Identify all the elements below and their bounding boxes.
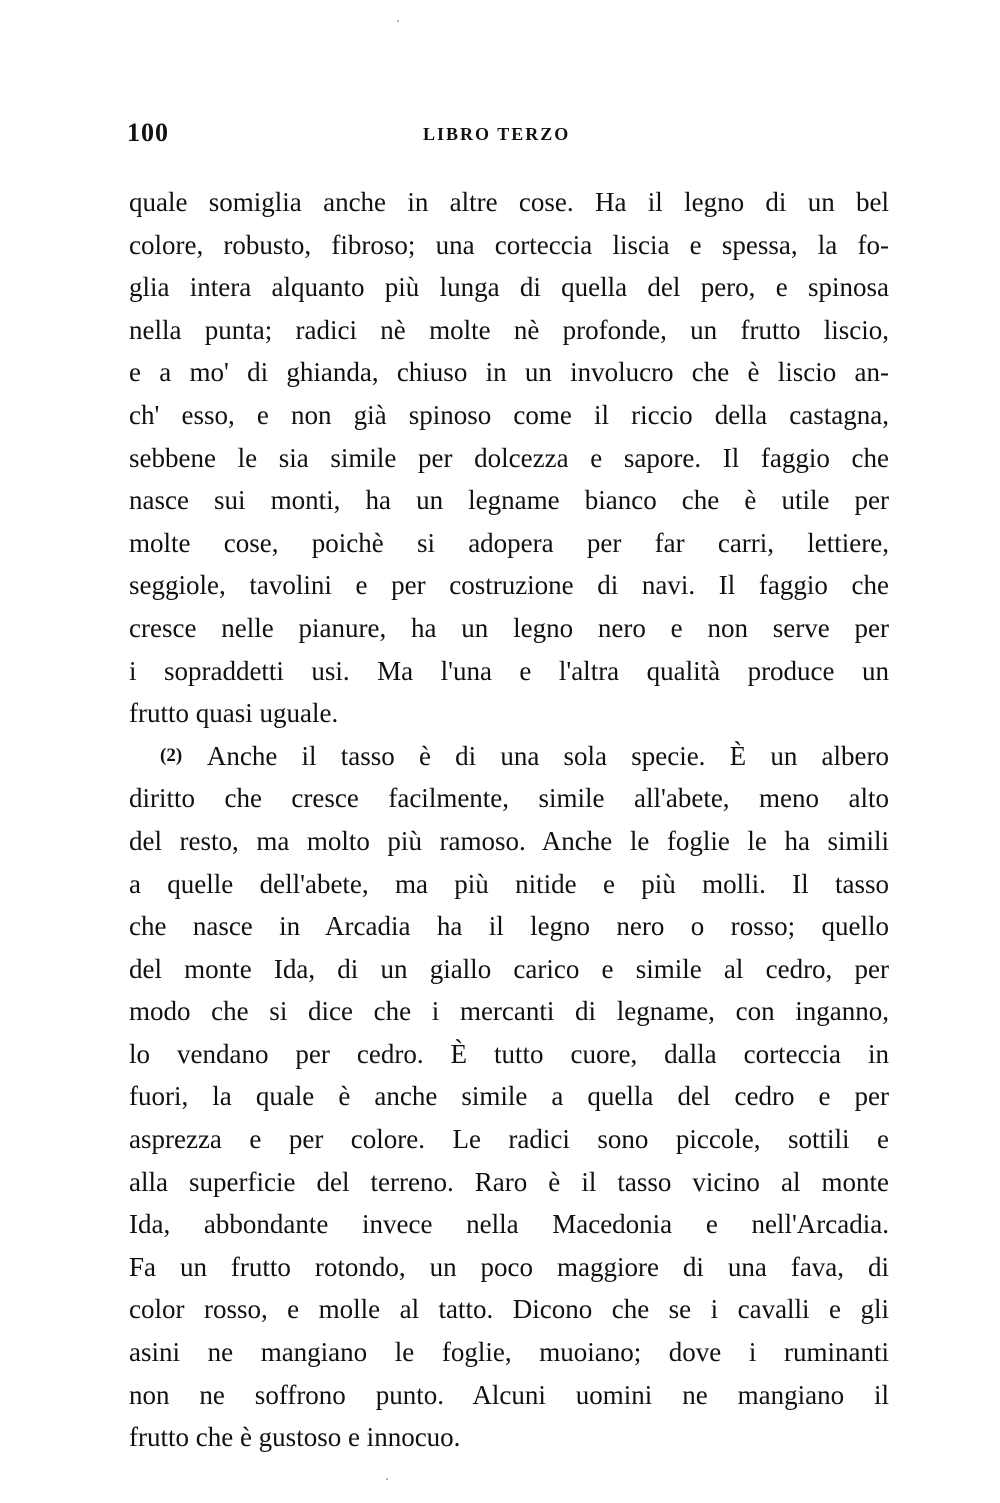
text-line: del monte Ida, di un giallo carico e simile al cedro, per (129, 953, 889, 984)
page-number: 100 (127, 118, 169, 147)
text-line: nella punta; radici nè molte nè profonde, un frutto liscio, (129, 314, 889, 345)
text-line: del resto, ma molto più ramoso. Anche le foglie le ha simili (129, 825, 889, 856)
page-speck (386, 1478, 388, 1480)
text-line: Ida, abbondante invece nella Macedonia e nell'Arcadia. (129, 1209, 889, 1240)
text-line: i sopraddetti usi. Ma l'una e l'altra qualità produce un (129, 655, 889, 686)
text-line: alla superficie del terreno. Raro è il tasso vicino al monte (129, 1166, 889, 1197)
running-title: LIBRO TERZO (423, 124, 571, 144)
text-line: diritto che cresce facilmente, simile all'abete, meno alto (129, 783, 889, 814)
text-line: frutto quasi uguale. (129, 698, 339, 729)
text-line: Fa un frutto rotondo, un poco maggiore di una fava, di (129, 1251, 889, 1282)
text-line: cresce nelle pianure, ha un legno nero e non serve per (129, 612, 889, 643)
text-line: asini ne mangiano le foglie, muoiano; dove i ruminanti (129, 1337, 889, 1368)
text-line: sebbene le sia simile per dolcezza e sapore. Il faggio che (129, 442, 889, 473)
text-line: frutto che è gustoso e innocuo. (129, 1422, 461, 1453)
page-header (127, 118, 887, 154)
text-line: fuori, la quale è anche simile a quella del cedro e per (129, 1081, 889, 1112)
text-line: quale somiglia anche in altre cose. Ha il legno di un bel (129, 187, 889, 217)
text-line: modo che si dice che i mercanti di legname, con inganno, (129, 996, 889, 1027)
text-line: non ne soffrono punto. Alcuni uomini ne mangiano il (129, 1379, 889, 1410)
text-line: lo vendano per cedro. È tutto cuore, dalla corteccia in (129, 1038, 889, 1069)
page-speck (397, 20, 399, 22)
text-line: nasce sui monti, ha un legname bianco che è utile per (129, 485, 889, 516)
paragraph-yew (129, 735, 889, 1459)
body-text (129, 181, 889, 1459)
text-line: e a mo' di ghianda, chiuso in un involucro che è liscio an- (129, 357, 889, 388)
text-line: seggiole, tavolini e per costruzione di navi. Il faggio che (129, 570, 889, 601)
text-line: colore, robusto, fibroso; una corteccia liscia e spessa, la fo- (129, 229, 889, 260)
text-line-content: Anche il tasso è di una sola specie. È un albero (206, 740, 889, 771)
text-line: ch' esso, e non già spinoso come il riccio della castagna, (129, 399, 889, 430)
text-line: asprezza e per colore. Le radici sono piccole, sottili e (129, 1124, 889, 1155)
text-line: color rosso, e molle al tatto. Dicono che se i cavalli e gli (129, 1294, 889, 1325)
text-line: glia intera alquanto più lunga di quella del pero, e spinosa (129, 272, 889, 303)
paragraph-beech (129, 181, 889, 735)
text-line: molte cose, poichè si adopera per far carri, lettiere, (129, 527, 889, 558)
text-line: che nasce in Arcadia ha il legno nero o rosso; quello (129, 911, 889, 942)
note-marker: (2) (160, 744, 183, 766)
text-line-first (129, 735, 889, 778)
text-line: a quelle dell'abete, ma più nitide e più molli. Il tasso (129, 868, 889, 899)
